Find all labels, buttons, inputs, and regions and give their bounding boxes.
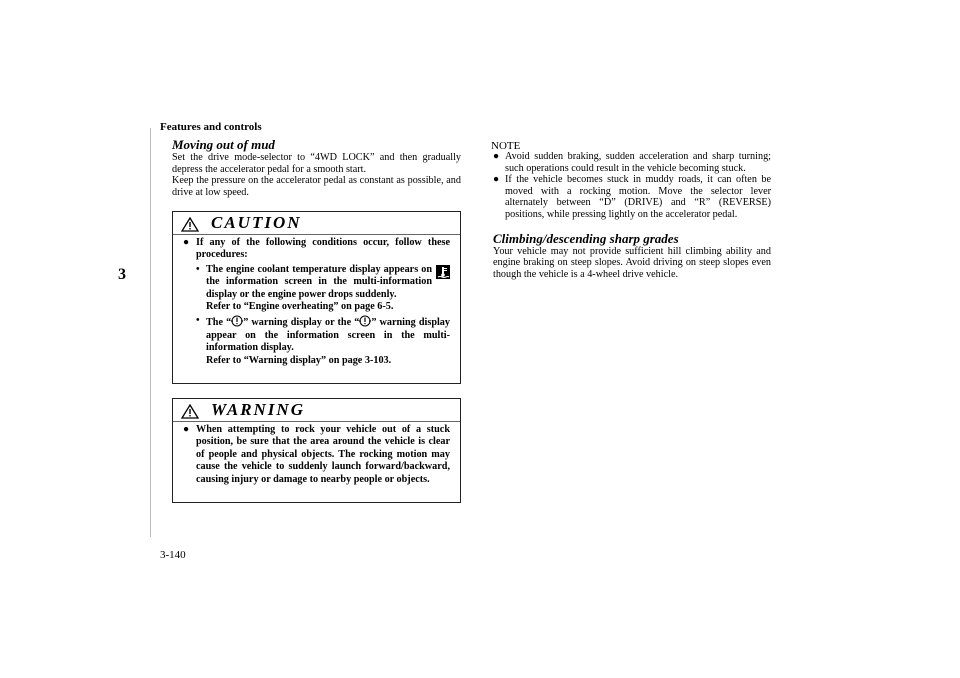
warning-box bbox=[172, 398, 461, 503]
right-column bbox=[493, 140, 771, 280]
section-header: Features and controls bbox=[160, 121, 262, 133]
mud-paragraph-1: Set the drive mode-selector to “4WD LOCK” and then gradually depress the accelerator pedal for a smooth start. bbox=[172, 152, 461, 175]
warning-triangle-icon bbox=[181, 404, 199, 419]
caution-item-1 bbox=[196, 264, 450, 314]
bullet-dot-icon: ● bbox=[493, 174, 500, 186]
warning-header bbox=[173, 399, 460, 422]
bullet-dot-icon: ● bbox=[493, 151, 500, 162]
note-label: NOTE bbox=[491, 140, 521, 152]
caution-item-2-pre: The “ bbox=[206, 317, 232, 329]
note-item-text: Avoid sudden braking, sudden acceleration and sharp turning; such operations could result in the vehicle becoming stuck. bbox=[505, 151, 771, 174]
caution-item-1-ref: Refer to “Engine overheating” on page 6-5. bbox=[206, 301, 394, 313]
bullet-dot-icon: ● bbox=[183, 237, 190, 248]
page-number: 3-140 bbox=[160, 549, 186, 561]
caution-item-2-ref: Refer to “Warning display” on page 3-103. bbox=[206, 354, 392, 366]
mud-section bbox=[172, 138, 461, 198]
caution-bullet bbox=[183, 237, 450, 262]
warning-bullet bbox=[183, 424, 450, 486]
bullet-dot-icon: ● bbox=[183, 424, 190, 435]
caution-item-2-post: ” warning display appear on the information screen in the multi-information display. bbox=[206, 317, 450, 354]
caution-header bbox=[173, 212, 460, 235]
caution-item-1-text: The engine coolant temperature display appears on the information screen in the multi-information display or the engine power drops suddenly. bbox=[206, 263, 432, 300]
caution-box bbox=[172, 211, 461, 384]
caution-item-2 bbox=[196, 315, 450, 367]
note-item bbox=[493, 174, 771, 220]
sub-bullet-icon: • bbox=[196, 263, 200, 275]
caution-item-2-mid: ” warning display or the “ bbox=[243, 317, 360, 329]
mud-paragraph-2: Keep the pressure on the accelerator pedal as constant as possible, and drive at low speed. bbox=[172, 175, 461, 198]
sub-bullet-icon: • bbox=[196, 315, 200, 327]
warning-bullet-text: When attempting to rock your vehicle out of a stuck position, be sure that the area around the vehicle is clear of people and physical objects. The rocking motion may cause the vehicle to suddenly launch forward/backward, causing injury or damage to nearby people or objects. bbox=[196, 424, 450, 485]
note-item-text: If the vehicle becomes stuck in muddy roads, it can often be moved with a rocking motion. Move the selector lever alternately between “D” (DRIVE) and “R” (REVERSE) positions, while pressing lightly on the accelerator pedal. bbox=[505, 174, 771, 220]
warning-body bbox=[173, 422, 460, 490]
warning-title: WARNING bbox=[211, 400, 305, 419]
caution-body bbox=[173, 235, 460, 371]
chapter-tab bbox=[112, 128, 151, 537]
warning-triangle-icon bbox=[181, 217, 199, 232]
climbing-title: Climbing/descending sharp grades bbox=[493, 230, 679, 246]
drivetrain-warning-icon bbox=[359, 315, 371, 327]
coolant-temperature-icon bbox=[436, 265, 450, 279]
drivetrain-warning-icon bbox=[231, 315, 243, 327]
climbing-paragraph: Your vehicle may not provide sufficient hill climbing ability and engine braking on steep slopes. Avoid driving on steep slopes even though the vehicle is a 4-wheel drive vehicle. bbox=[493, 245, 771, 280]
note-item bbox=[493, 151, 771, 174]
chapter-number: 3 bbox=[118, 266, 126, 283]
mud-title: Moving out of mud bbox=[172, 137, 275, 152]
caution-title: CAUTION bbox=[211, 213, 302, 232]
caution-bullet-text: If any of the following conditions occur, follow these procedures: bbox=[196, 237, 450, 261]
